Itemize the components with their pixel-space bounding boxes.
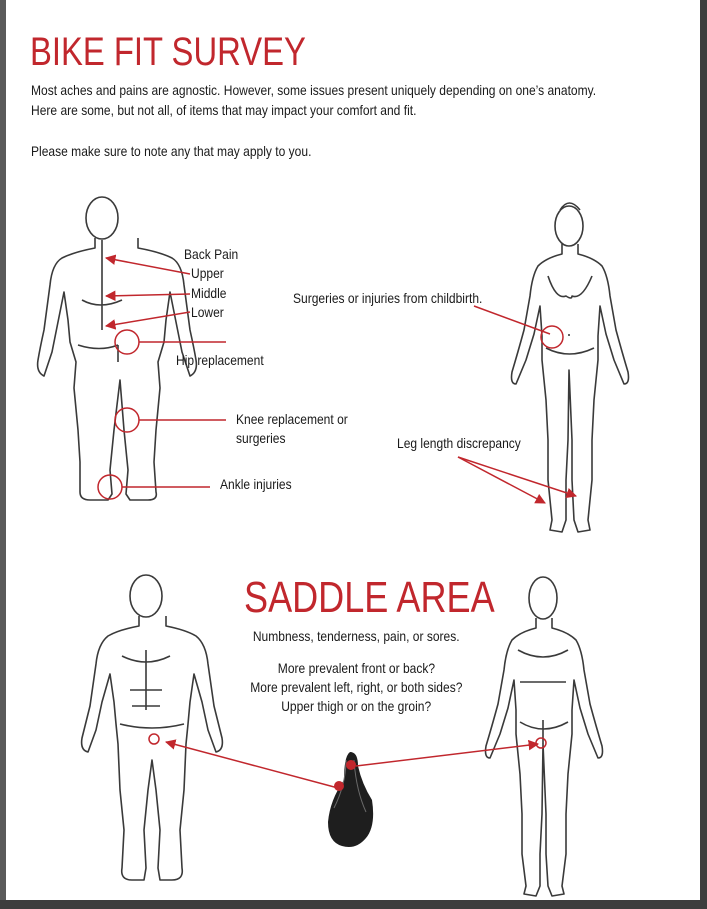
knee-circle bbox=[115, 408, 139, 432]
label-ankle-injuries: Ankle injuries bbox=[220, 476, 292, 492]
saddle-dot-back bbox=[334, 781, 344, 791]
label-upper: Upper bbox=[191, 265, 224, 281]
saddle-question-1: More prevalent front or back? bbox=[277, 660, 435, 676]
label-lower: Lower bbox=[191, 304, 224, 320]
arrow-back-lower bbox=[106, 312, 190, 326]
arrow-leg-right bbox=[458, 457, 576, 496]
saddle-question-2: More prevalent left, right, or both sides? bbox=[249, 679, 463, 695]
groin-circle-right bbox=[536, 738, 546, 748]
page-title: BIKE FIT SURVEY bbox=[30, 30, 306, 74]
saddle-dot-front bbox=[346, 760, 356, 770]
arrow-groin-left bbox=[166, 742, 338, 788]
label-leg-length: Leg length discrepancy bbox=[397, 435, 521, 451]
arrow-leg-left bbox=[458, 457, 545, 503]
intro-line-3: Please make sure to note any that may apply to you. bbox=[31, 143, 312, 159]
groin-circle-left bbox=[149, 734, 159, 744]
saddle-subtitle: Numbness, tenderness, pain, or sores. bbox=[252, 628, 460, 644]
intro-line-2: Here are some, but not all, of items that may impact your comfort and fit. bbox=[31, 102, 417, 118]
arrow-back-upper bbox=[106, 258, 190, 274]
hip-circle bbox=[115, 330, 139, 354]
label-childbirth: Surgeries or injuries from childbirth. bbox=[293, 290, 483, 306]
label-knee-line-1: Knee replacement or bbox=[236, 411, 348, 427]
childbirth-circle bbox=[541, 326, 563, 348]
intro-line-1: Most aches and pains are agnostic. However, some issues present uniquely depending on one’s anatomy. bbox=[31, 82, 597, 98]
label-middle: Middle bbox=[191, 285, 227, 301]
female-back-figure bbox=[486, 577, 603, 896]
arrow-back-middle bbox=[106, 294, 190, 296]
saddle-question-3: Upper thigh or on the groin? bbox=[281, 698, 431, 714]
saddle-area-title: SADDLE AREA bbox=[244, 573, 495, 622]
label-hip-replacement: Hip replacement bbox=[176, 352, 264, 368]
label-back-pain: Back Pain bbox=[184, 246, 239, 262]
male-front-figure bbox=[82, 575, 223, 880]
female-front-figure-top bbox=[512, 203, 629, 532]
arrow-groin-right bbox=[356, 744, 538, 766]
label-knee-line-2: surgeries bbox=[236, 430, 286, 446]
